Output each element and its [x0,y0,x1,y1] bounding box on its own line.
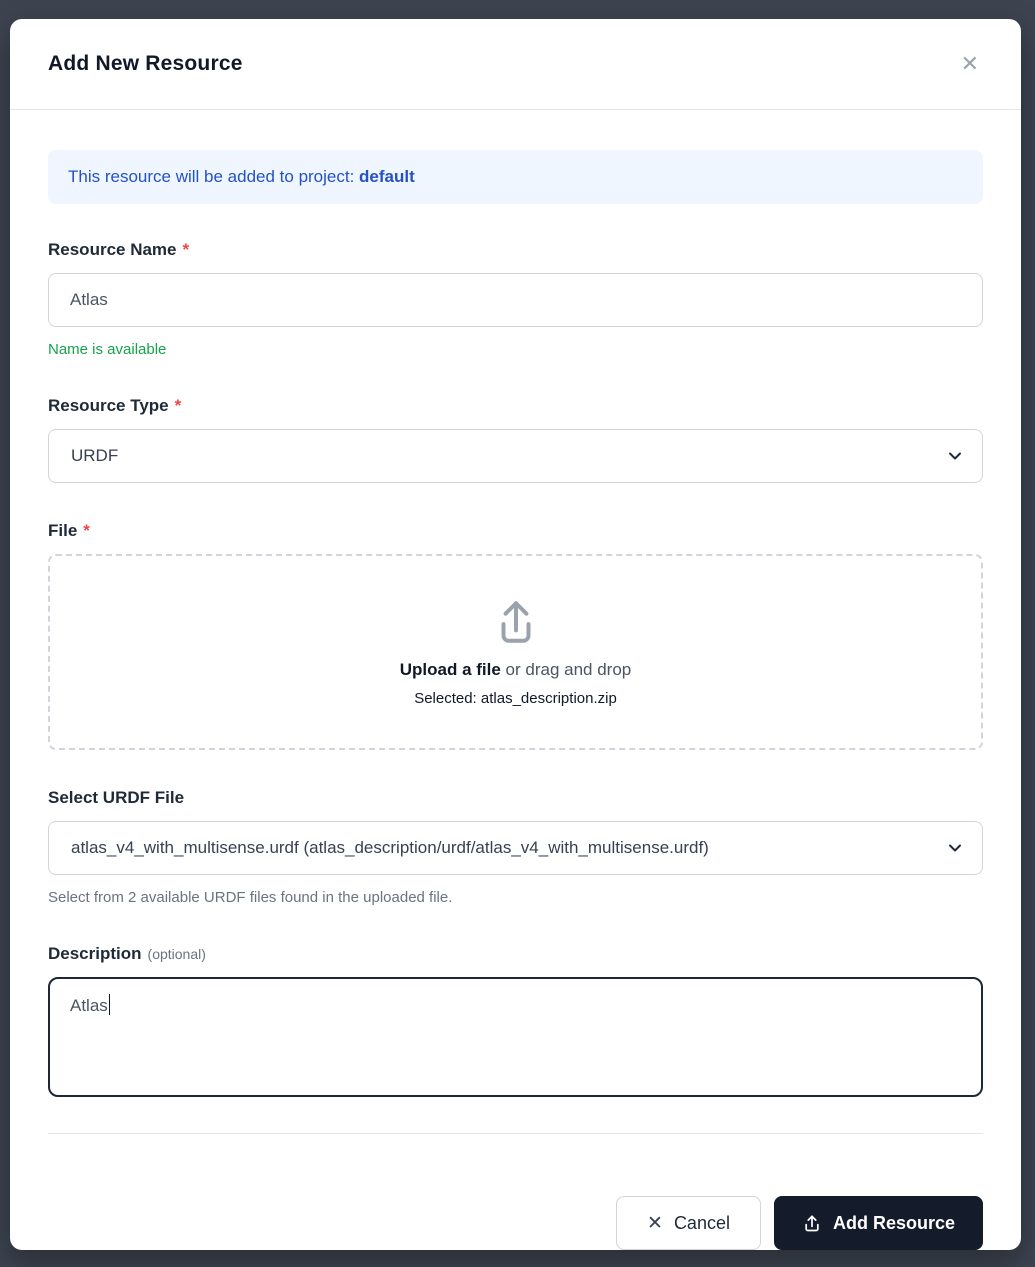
resource-type-group [48,396,983,483]
project-name: default [359,167,415,186]
required-asterisk: * [83,521,90,540]
close-icon: ✕ [960,51,979,76]
resource-name-label-text: Resource Name [48,240,177,259]
resource-type-value: URDF [71,446,119,465]
resource-type-label [48,396,983,416]
cancel-button-label: Cancel [673,1212,730,1233]
x-icon: ✕ [647,1212,663,1234]
optional-text: (optional) [147,946,206,962]
upload-icon [491,597,541,647]
upload-instruction [400,660,632,680]
file-dropzone[interactable] [48,554,983,750]
add-resource-button[interactable] [774,1196,983,1250]
footer-divider [48,1133,983,1134]
add-resource-modal [10,19,1021,1250]
modal-footer [10,1170,1021,1250]
select-urdf-label [48,788,983,808]
description-group [48,944,983,1097]
required-asterisk: * [182,240,190,259]
upload-icon [802,1213,822,1233]
name-available-status: Name is available [48,341,167,358]
banner-text: This resource will be added to project: [68,167,360,186]
resource-name-group [48,240,983,358]
select-urdf-label-text: Select URDF File [48,788,185,807]
chevron-down-icon [945,446,965,466]
modal-header [10,19,1021,110]
description-textarea[interactable] [48,977,983,1097]
description-value: Atlas [70,996,108,1015]
project-info-banner [48,150,983,204]
drag-drop-text: or drag and drop [500,660,632,679]
upload-a-file-text: Upload a file [399,660,501,679]
file-label [48,521,983,541]
description-label [48,944,983,964]
close-button[interactable] [957,49,983,79]
description-label-text: Description [48,944,142,963]
resource-name-input[interactable] [48,273,983,327]
urdf-select-group [48,788,983,906]
file-label-text: File [48,521,78,540]
text-caret [109,994,111,1015]
cancel-button[interactable] [616,1196,761,1250]
chevron-down-icon [945,838,965,858]
selected-file-text: Selected: atlas_description.zip [414,690,617,707]
resource-type-label-text: Resource Type [48,396,169,415]
resource-name-label [48,240,983,260]
urdf-file-select[interactable] [48,821,983,875]
required-asterisk: * [174,396,182,415]
urdf-file-value: atlas_v4_with_multisense.urdf (atlas_description/urdf/atlas_v4_with_multisense.urdf) [71,838,709,857]
urdf-helper-text: Select from 2 available URDF files found in the uploaded file. [48,889,453,906]
page-title: Add New Resource [48,52,243,75]
modal-body [10,110,1021,1170]
add-resource-button-label: Add Resource [832,1212,955,1233]
file-group [48,521,983,750]
resource-type-select[interactable] [48,429,983,483]
